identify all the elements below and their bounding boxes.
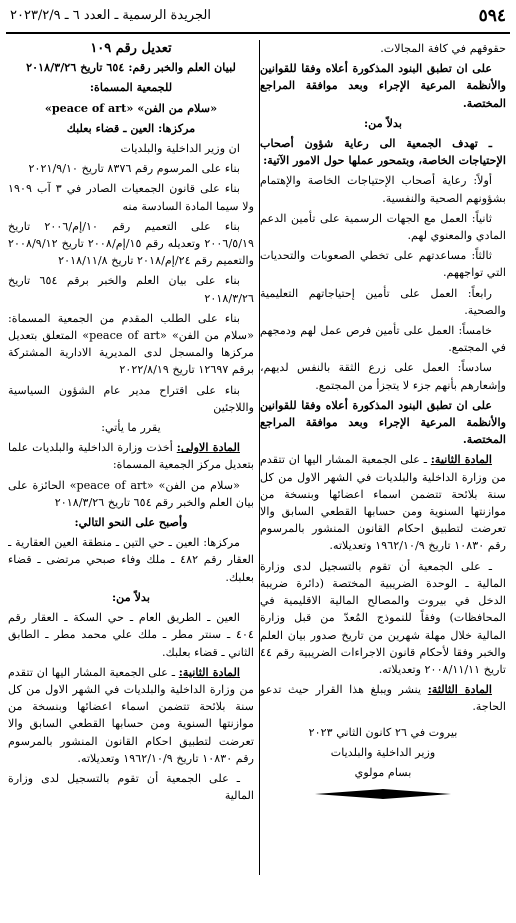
page-header (6, 6, 510, 34)
article-2 (260, 451, 506, 554)
article-2-tax: ـ على الجمعية أن تقوم بالتسجيل لدى وزارة المالية ـ الوحدة الضريبية المختصة (دائرة ضريبة الدخل في بيروت والمصالح المالية الاقليمية في المحافظات) وفقاً للنموذج المُعدّ من قبل وزارة المالية خلال مهلة شهرين من تاريخ صدور بيان العلم والخبر وفقا لأحكام قانون الاجراءات الضريبية رقم ٤٤ تاريخ ٢٠٠٨/١١/١١ وتعديلاته. (260, 559, 506, 676)
new-hq: مركزها: العين ـ حي التين ـ منطقة العين العقارية ـ العقار رقم ٤٨٢ ـ ملك وفاء صبحي مرتضى ـ قضاء بعلبك. (8, 536, 254, 584)
instead-of-label: بدلاً من: (364, 115, 402, 130)
as-follows-label: وأصبح على النحو التالي: (74, 515, 188, 530)
article-1 (8, 439, 254, 473)
association-ref: «سلام من الفن» «peace of art» الحائزة على بيان العلم والخبر رقم ٦٥٤ تاريخ ٢٠١٨/٣/٢٦ (8, 478, 254, 509)
whereas-item: بناء على قانون الجمعيات الصادر في ٣ آب ١٩٠٩ ولا سيما المادة السادسة منه (8, 182, 254, 213)
article-3 (260, 681, 506, 715)
article-text: ـ على الجمعية المشار اليها ان تتقدم من وزارة الداخلية والبلديات في الشهر الاول من كل سنة بلائحة تتضمن اسماء اعضائها وبنسخة من موازنتها السنوية ومن حسابها القطعي السابق والا تعرضت لتطبيق احكام القانون المنشور بالمرسوم رقم ١٠٨٣٠ تاريخ ١٩٦٢/١٠/٩ وتعديلاته. (260, 453, 506, 553)
article-label: المادة الثانية: (430, 452, 492, 467)
whereas-item: بناء على الطلب المقدم من الجمعية المسماة: «سلام من الفن» «peace of art» المتعلق بتعديل مركزها والمسجل لدى المديرية الادارية المشتركة برقم ١٢٦٩٧ تاريخ ٢٠٢٢/٨/١٩ (8, 311, 254, 377)
article-2-tax: ـ على الجمعية أن تقوم بالتسجيل لدى وزارة المالية (8, 771, 254, 803)
old-hq: العين ـ الطريق العام ـ حي السكة ـ العقار رقم ٤٠٤ ـ سنتر مطر ـ ملك علي محمد مطر ـ الطابق الثاني ـ قضاء بعلبك. (8, 611, 254, 659)
place-date: بيروت في ٢٦ كانون الثاني ٢٠٢٣ (308, 725, 458, 739)
left-column (8, 40, 254, 916)
amendment-subtitle: لبيان العلم والخبر رقم: ٦٥٤ تاريخ ٢٠١٨/٣/٢٦ (26, 60, 236, 75)
whereas-item: بناء على اقتراح مدير عام الشؤون السياسية واللاجئين (8, 383, 254, 414)
signer-name: بسام مولوي (354, 765, 412, 779)
article-text: أخذت وزارة الداخلية والبلديات علما بتعديل مركز الجمعية المسماة: (8, 441, 254, 472)
amendment-subtitle: للجمعية المسماة: (89, 80, 173, 95)
article-2 (8, 664, 254, 767)
whereas-item: بناء على المرسوم رقم ٨٣٧٦ تاريخ ٢٠٢١/٩/١٠ (28, 162, 240, 176)
association-name: «سلام من الفن» «peace of art» (44, 100, 218, 115)
amendment-title: تعديل رقم ١٠٩ (90, 41, 172, 56)
signer-title: وزير الداخلية والبلديات (330, 745, 436, 759)
goal-item: ثالثاً: مساعدتهم على تخطي الصعوبات والتحديات التي تواجههم. (260, 249, 506, 280)
condition-text: على ان تطبق البنود المذكورة أعلاه وفقا للقوانين والأنظمة المرعية الإجراء وبعد موافقة المراجع المختصة. (260, 61, 506, 110)
article-label: المادة الثانية: (178, 664, 240, 679)
right-column (260, 40, 506, 916)
condition-text: على ان تطبق البنود المذكورة أعلاه وفقا للقوانين والأنظمة المرعية الإجراء وبعد موافقة المراجع المختصة. (260, 397, 506, 447)
instead-of-label: بدلاً من: (112, 589, 150, 604)
whereas-item: بناء على بيان العلم والخبر برقم ٦٥٤ تاريخ ٢٠١٨/٣/٢٦ (8, 274, 254, 305)
goal-item: خامساً: العمل على تأمين فرص عمل لهم ودمجهم في المجتمع. (260, 324, 506, 355)
goal-item: ثانياً: العمل مع الجهات الرسمية على تأمين الدعم المادي والمعنوي لهم. (260, 211, 506, 243)
article-text: ـ على الجمعية المشار اليها ان تتقدم من وزارة الداخلية والبلديات في الشهر الاول من كل سنة بلائحة تتضمن اسماء اعضائها وبنسخة من موازنتها السنوية ومن حسابها القطعي السابق والا تعرضت لتطبيق احكام القانون المنشور بالمرسوم رقم ١٠٨٣٠ تاريخ ١٩٦٢/١٠/٩ وتعديلاته. (8, 665, 254, 765)
association-hq: مركزها: العين ـ قضاء بعلبك (66, 120, 196, 135)
goal-item: أولاً: رعاية أصحاب الإحتياجات الخاصة والإهتمام بشؤونهم الصحية والنفسية. (260, 174, 506, 205)
minister-line: ان وزير الداخلية والبلديات (120, 142, 240, 156)
goal-text: ـ تهدف الجمعية الى رعاية شؤون أصحاب الإحتياجات الخاصة، وبتمحور عملها حول الامور الآتية: (260, 136, 506, 168)
decides-line: يقرر ما يأتي: (101, 421, 161, 435)
article-label: المادة الاولى: (176, 440, 240, 455)
whereas-item: بناء على التعميم رقم ١٠/إم/٢٠٠٦ تاريخ ٢٠٠٦/٥/١٩ وتعديله رقم ١٥/إم/٢٠٠٨ تاريخ ٢٠٠٨/٩/١٢ والتعميم رقم ٢٤/إم/٢٠١٨ تاريخ ٢٠١٨/١١/٨ (8, 219, 254, 268)
intro-text: حقوقهم في كافة المجالات. (380, 42, 506, 55)
goal-item: سادساً: العمل على زرع الثقة بالنفس لديهم، وإشعارهم بأنهم جزء لا يتجزأ من المجتمع. (260, 361, 506, 392)
article-text: ينشر ويبلغ هذا القرار حيث تدعو الحاجة. (260, 683, 506, 714)
article-label: المادة الثالثة: (427, 682, 492, 697)
goal-item: رابعاً: العمل على تأمين إحتياجاتهم التعليمية والصحية. (260, 286, 506, 317)
end-ornament-icon (313, 787, 453, 801)
page-number: ٥٩٤ (478, 6, 506, 26)
publication-title: الجريدة الرسمية ـ العدد ٦ ـ ٢٠٢٣/٢/٩ (10, 8, 211, 23)
